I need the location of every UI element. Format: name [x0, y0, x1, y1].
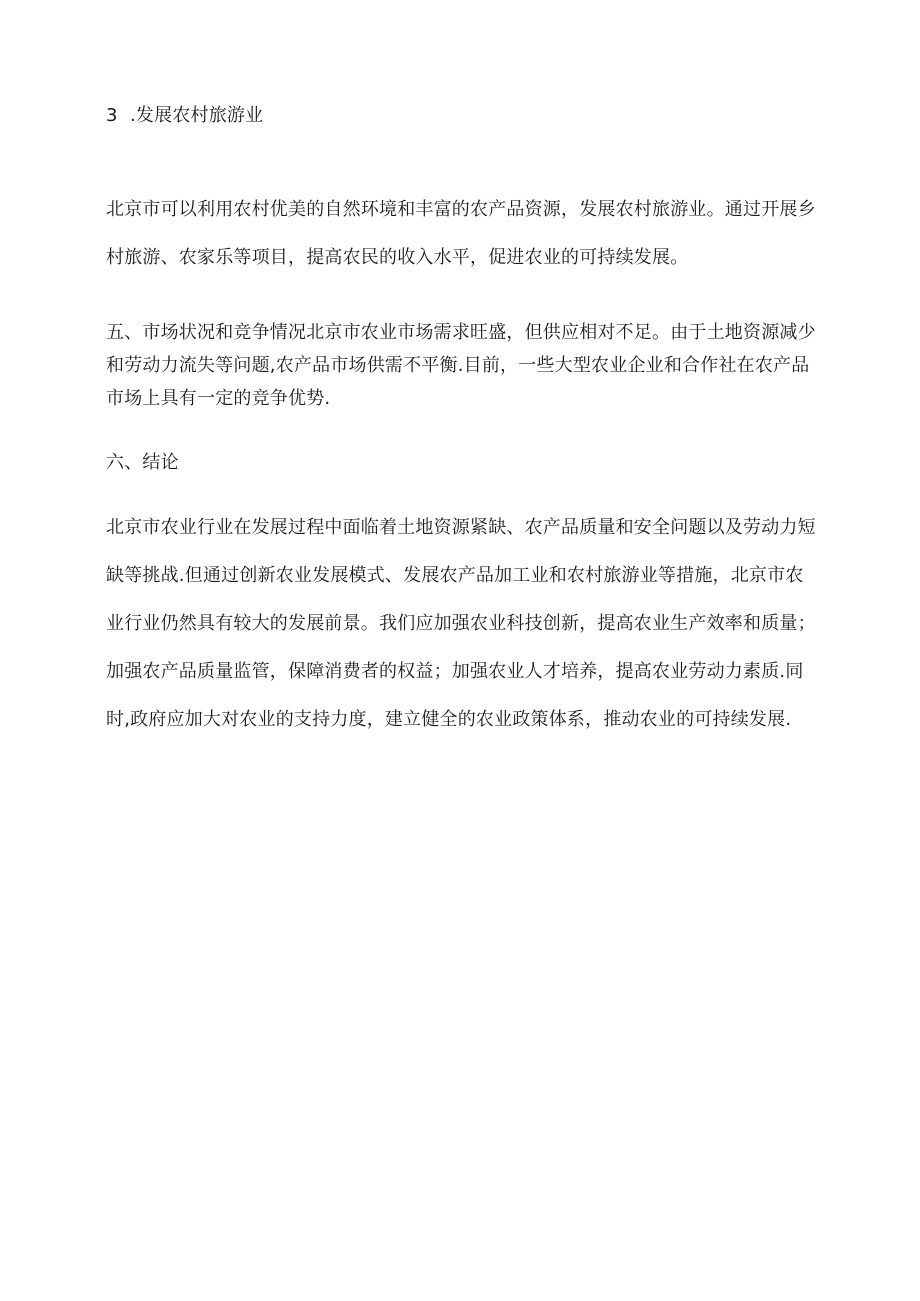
section-3-number: 3: [106, 105, 118, 126]
section-6-heading: 六、结论: [106, 452, 179, 473]
section-3-title: .发展农村旅游业: [130, 105, 264, 126]
section-3-heading: [106, 103, 818, 129]
section-6-paragraph: 北京市农业行业在发展过程中面临着土地资源紧缺、农产品质量和安全问题以及劳动力短缺等挑战.但通过创新农业发展模式、发展农产品加工业和农村旅游业等措施，北京市农业行业仍然具有较大的发展前景。我们应加强农业科技创新，提高农业生产效率和质量；加强农产品质量监管，保障消费者的权益；加强农业人才培养，提高农业劳动力素质.同时,政府应加大对农业的支持力度，建立健全的农业政策体系，推动农业的可持续发展.: [106, 517, 816, 730]
section-3-paragraph: 北京市可以利用农村优美的自然环境和丰富的农产品资源，发展农村旅游业。通过开展乡村旅游、农家乐等项目，提高农民的收入水平，促进农业的可持续发展。: [106, 199, 816, 268]
section-5-paragraph: 五、市场状况和竞争情况北京市农业市场需求旺盛，但供应相对不足。由于土地资源减少和劳动力流失等问题,农产品市场供需不平衡.目前，一些大型农业企业和合作社在农产品市场上具有一定的竞争优势.: [106, 322, 816, 409]
